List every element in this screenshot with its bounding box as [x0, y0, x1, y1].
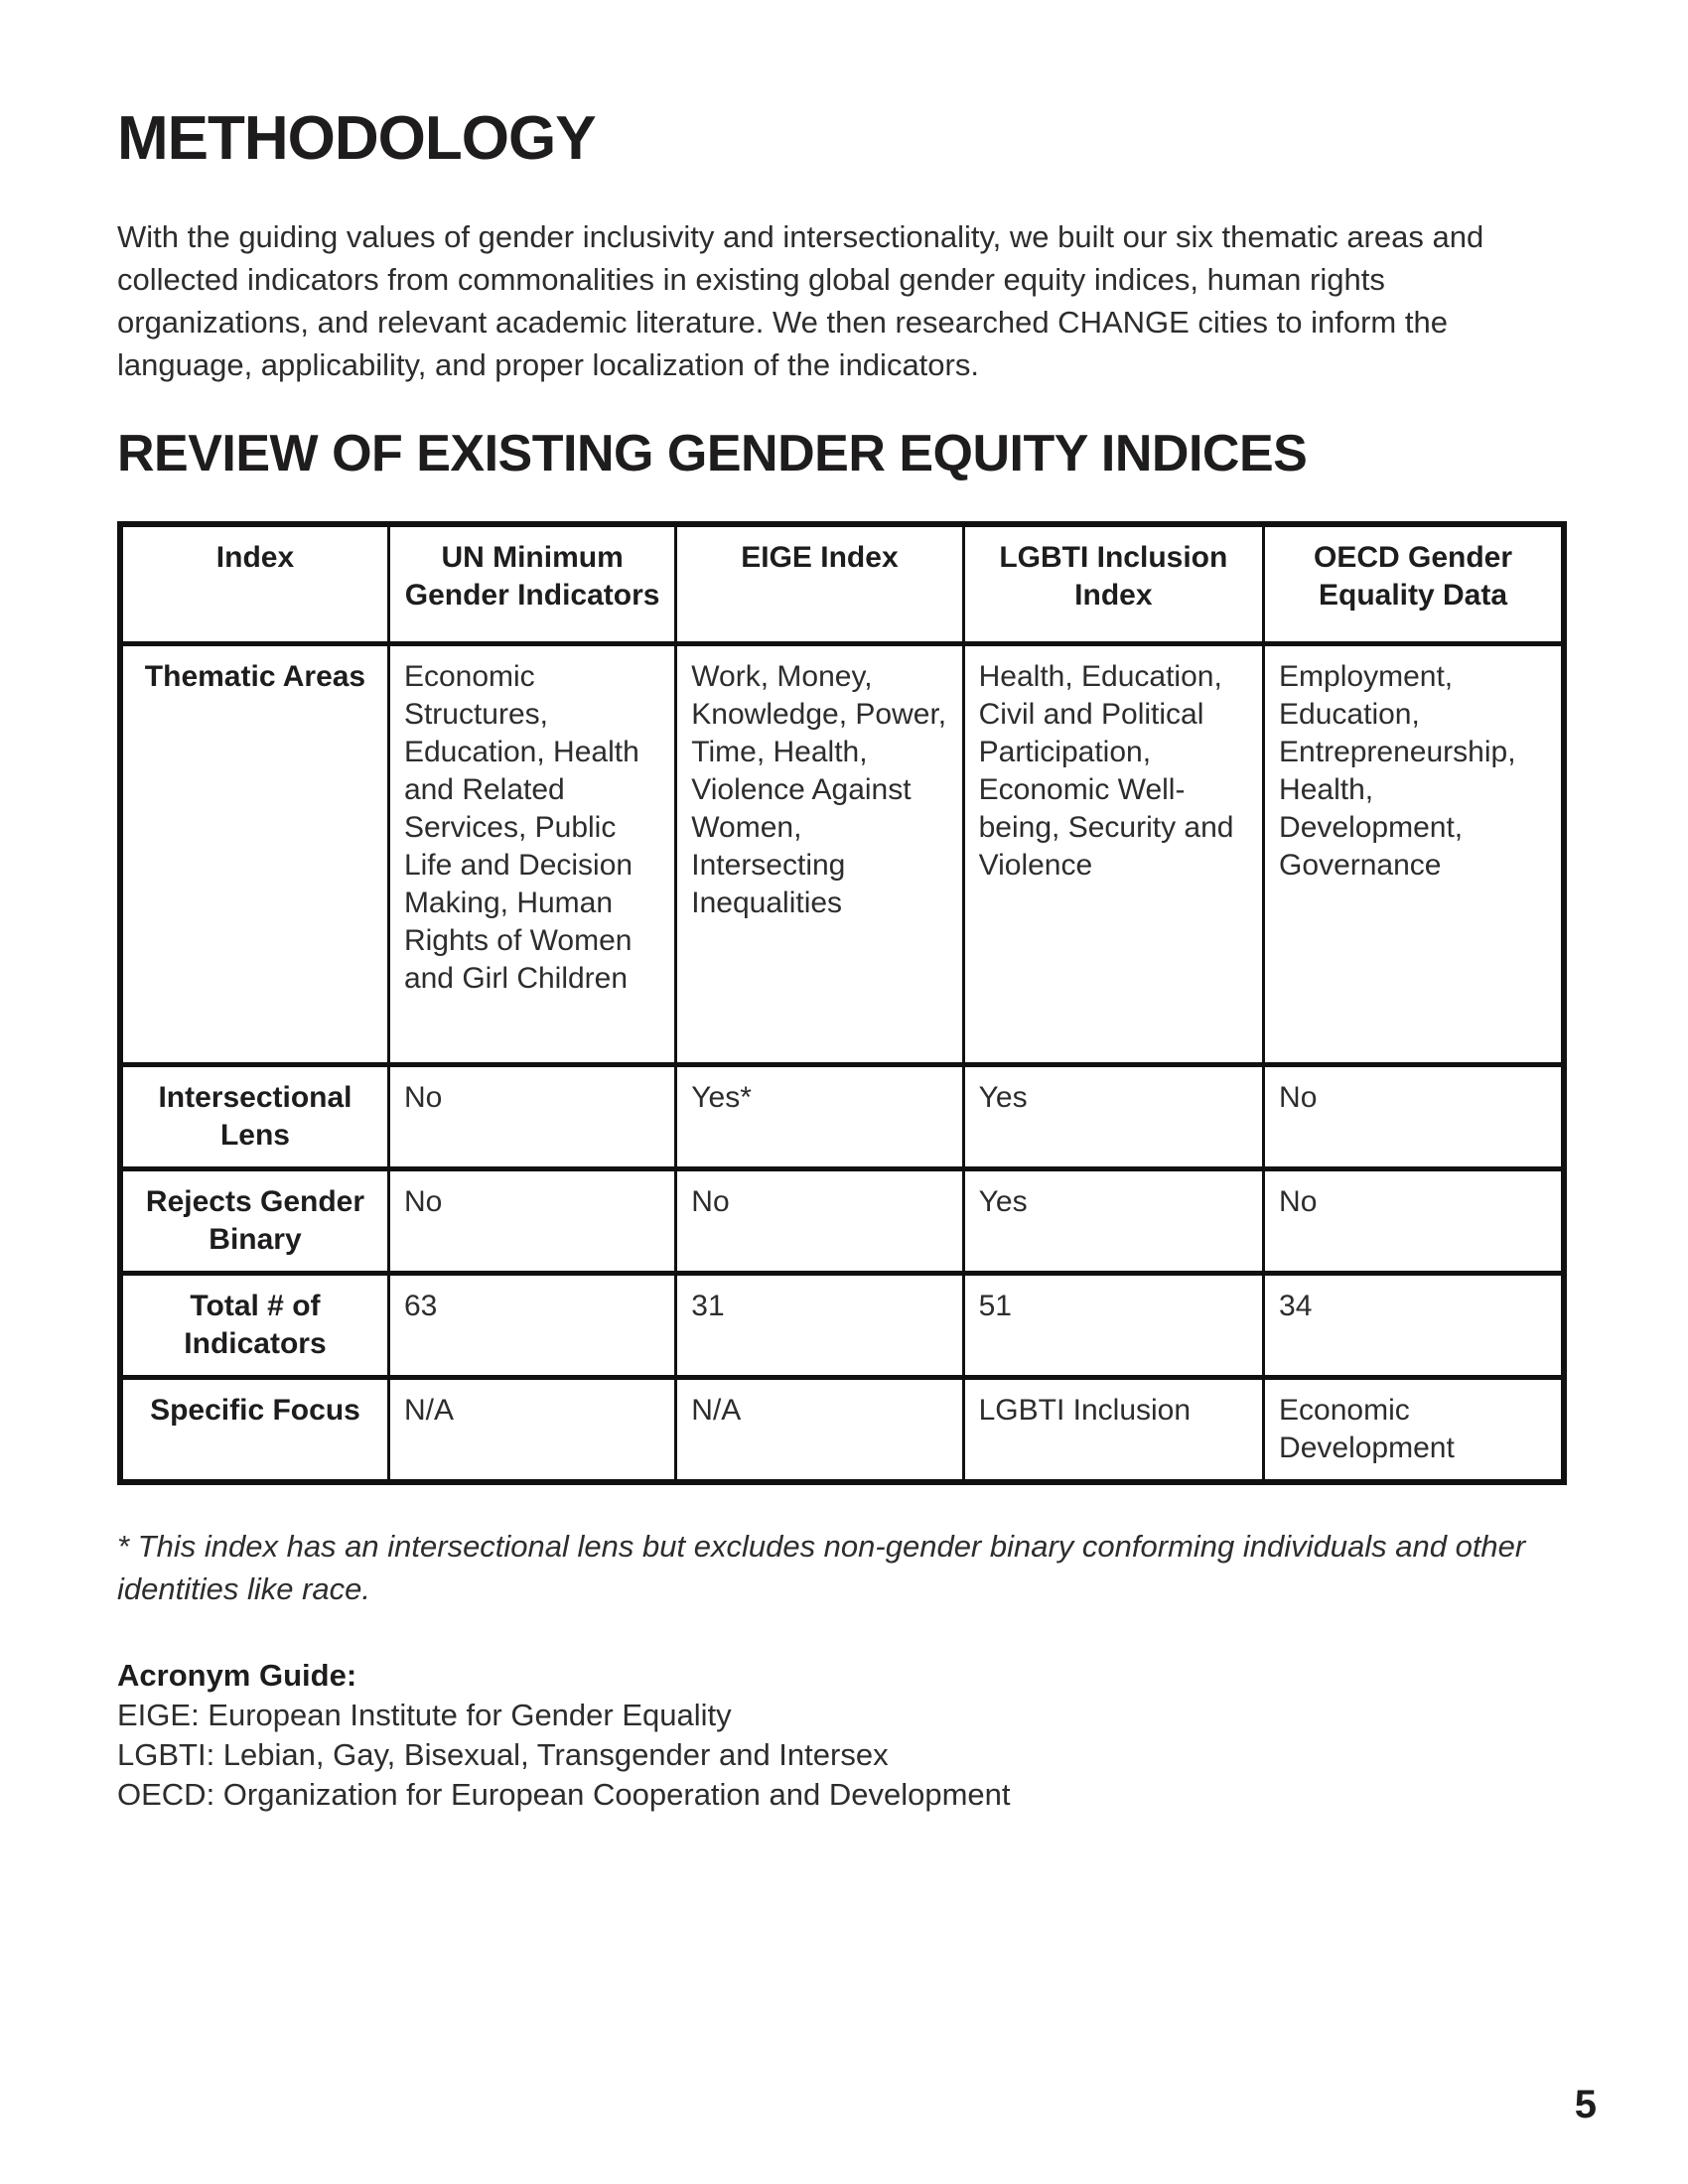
row-label-specific-focus: Specific Focus: [120, 1377, 388, 1482]
page-number: 5: [1574, 2083, 1597, 2126]
page-content: [0, 103, 1688, 1815]
table-cell: No: [388, 1064, 675, 1168]
acronym-guide-heading: Acronym Guide:: [117, 1657, 357, 1693]
table-cell: No: [1264, 1168, 1564, 1273]
table-row-thematic-areas: [120, 643, 1564, 1064]
section-heading: REVIEW OF EXISTING GENDER EQUITY INDICES: [117, 425, 1308, 482]
gender-indices-table: [117, 521, 1567, 1485]
acronym-entry-lgbti: LGBTI: Lebian, Gay, Bisexual, Transgender and Intersex: [117, 1736, 889, 1772]
acronym-entry-oecd: OECD: Organization for European Cooperation and Development: [117, 1776, 1011, 1812]
table-cell: No: [676, 1168, 963, 1273]
acronym-guide: [117, 1656, 1571, 1815]
table-cell: Work, Money, Knowledge, Power, Time, Health, Violence Against Women, Intersecting Inequalities: [676, 643, 963, 1064]
table-row-rejects-gender-binary: [120, 1168, 1564, 1273]
table-row-total-indicators: [120, 1273, 1564, 1377]
table-cell: 34: [1264, 1273, 1564, 1377]
row-label-thematic-areas: Thematic Areas: [120, 643, 388, 1064]
table-cell: Yes: [963, 1168, 1263, 1273]
col-header-oecd: OECD Gender Equality Data: [1264, 524, 1564, 643]
table-cell: Economic Development: [1264, 1377, 1564, 1482]
row-label-rejects-gender-binary: Rejects Gender Binary: [120, 1168, 388, 1273]
table-cell: LGBTI Inclusion: [963, 1377, 1263, 1482]
table-cell: 63: [388, 1273, 675, 1377]
col-header-lgbti: LGBTI Inclusion Index: [963, 524, 1263, 643]
table-cell: 31: [676, 1273, 963, 1377]
table-cell: N/A: [388, 1377, 675, 1482]
table-cell: No: [1264, 1064, 1564, 1168]
table-row-intersectional-lens: [120, 1064, 1564, 1168]
table-cell: Yes: [963, 1064, 1263, 1168]
page-title: METHODOLOGY: [117, 104, 596, 173]
table-cell: No: [388, 1168, 675, 1273]
table-footnote: * This index has an intersectional lens but excludes non-gender binary conforming individuals and other identities like race.: [117, 1528, 1526, 1606]
row-label-intersectional-lens: Intersectional Lens: [120, 1064, 388, 1168]
table-cell: 51: [963, 1273, 1263, 1377]
table-header-row: [120, 524, 1564, 643]
intro-paragraph: With the guiding values of gender inclusivity and intersectionality, we built our six thematic areas and collected indicators from commonalities in existing global gender equity indices, human rights organizations, and relevant academic literature. We then researched CHANGE cities to inform the language, applicability, and proper localization of the indicators.: [117, 219, 1484, 382]
col-header-eige: EIGE Index: [676, 524, 963, 643]
row-label-total-indicators: Total # of Indicators: [120, 1273, 388, 1377]
acronym-entry-eige: EIGE: European Institute for Gender Equality: [117, 1697, 732, 1732]
table-cell: Yes*: [676, 1064, 963, 1168]
table-cell: N/A: [676, 1377, 963, 1482]
table-cell: Health, Education, Civil and Political Participation, Economic Well-being, Security and Violence: [963, 643, 1263, 1064]
col-header-un-minimum: UN Minimum Gender Indicators: [388, 524, 675, 643]
table-cell: Economic Structures, Education, Health and Related Services, Public Life and Decision Making, Human Rights of Women and Girl Children: [388, 643, 675, 1064]
col-header-index: Index: [120, 524, 388, 643]
table-row-specific-focus: [120, 1377, 1564, 1482]
table-cell: Employment, Education, Entrepreneurship, Health, Development, Governance: [1264, 643, 1564, 1064]
